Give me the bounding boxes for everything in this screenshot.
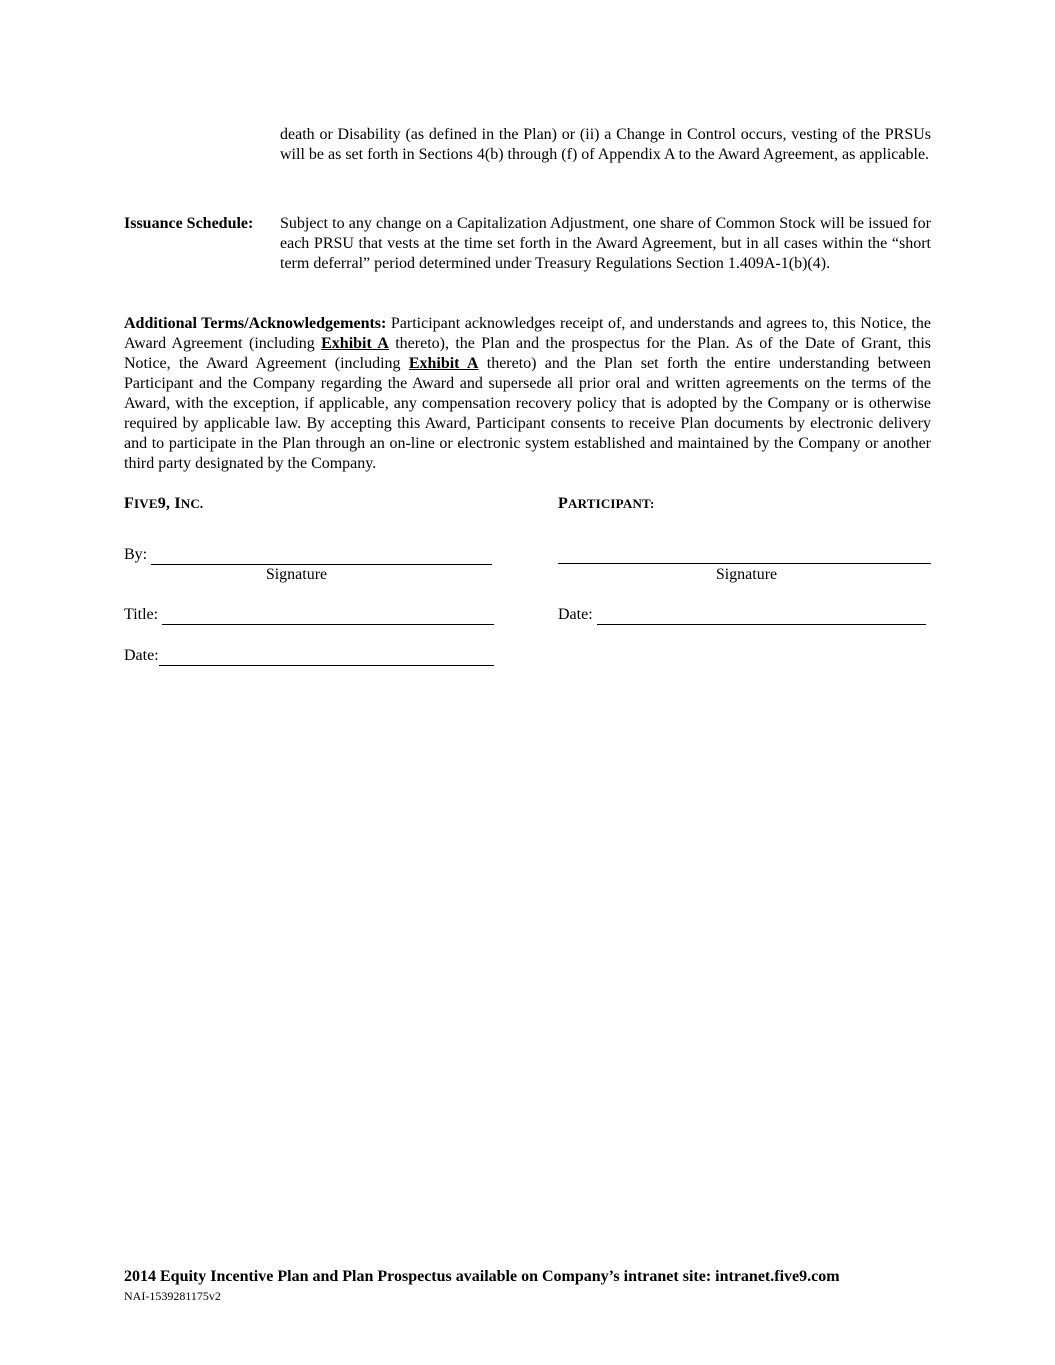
continuation-paragraph: death or Disability (as defined in the Plan) or (ii) a Change in Control occurs, vesting of the PRSUs will be as set forth in Sections 4(b) through (f) of Appendix A to the Award Agreement, as applicable. [280,126,931,163]
additional-terms-text-2: thereto), the Plan and the prospectus for the Plan. As of the Date of Grant, this Notice, the Award Agreement (including [124,335,932,372]
issuance-schedule-label: Issuance Schedule: [124,215,254,232]
company-title-line[interactable] [162,606,494,625]
company-heading: FIVE9, INC. [124,495,204,512]
company-signature-caption: Signature [265,566,328,583]
participant-signature-caption: Signature [715,566,778,583]
participant-date-label: Date: [558,606,593,623]
issuance-schedule-text: Subject to any change on a Capitalization Adjustment, one share of Common Stock will be issued for each PRSU that vests at the time set forth in the Award Agreement, but in all cases within the “short term deferral” period determined under Treasury Regulations Section 1.409A-1(b)(4). [280,215,931,272]
participant-signature-line[interactable] [558,545,931,564]
additional-terms-label: Additional Terms/Acknowledgements: [124,315,387,332]
company-signature-line[interactable] [151,546,492,565]
additional-terms-text-1: Participant acknowledges receipt of, and understands and agrees to, this Notice, the Award Agreement (including [124,315,932,352]
company-title-label: Title: [124,606,159,623]
participant-signature-row [558,545,931,564]
company-date-label: Date: [124,647,159,664]
participant-date-line[interactable] [597,606,926,625]
additional-terms-paragraph [124,314,931,474]
company-title-row [124,605,494,625]
footer-title: 2014 Equity Incentive Plan and Plan Prospectus available on Company’s intranet site: intranet.five9.com [124,1268,840,1285]
participant-date-row [558,605,926,625]
footer-document-id: NAI-1539281175v2 [124,1289,221,1303]
participant-heading: PARTICIPANT: [558,495,655,512]
company-date-row [124,646,494,666]
additional-terms-text-3: thereto) and the Plan set forth the entire understanding between Participant and the Company regarding the Award and supersede all prior oral and written agreements on the terms of the Award, with the exception, if applicable, any compensation recovery policy that is adopted by the Company or is otherwise required by applicable law. By accepting this Award, Participant consents to receive Plan documents by electronic delivery and to participate in the Plan through an on-line or electronic system established and maintained by the Company or another third party designated by the Company. [124,355,932,472]
company-by-label: By: [124,546,148,563]
exhibit-a-reference-1: Exhibit A [321,335,389,352]
company-date-line[interactable] [159,647,494,666]
exhibit-a-reference-2: Exhibit A [408,355,479,372]
company-by-row [124,545,492,565]
